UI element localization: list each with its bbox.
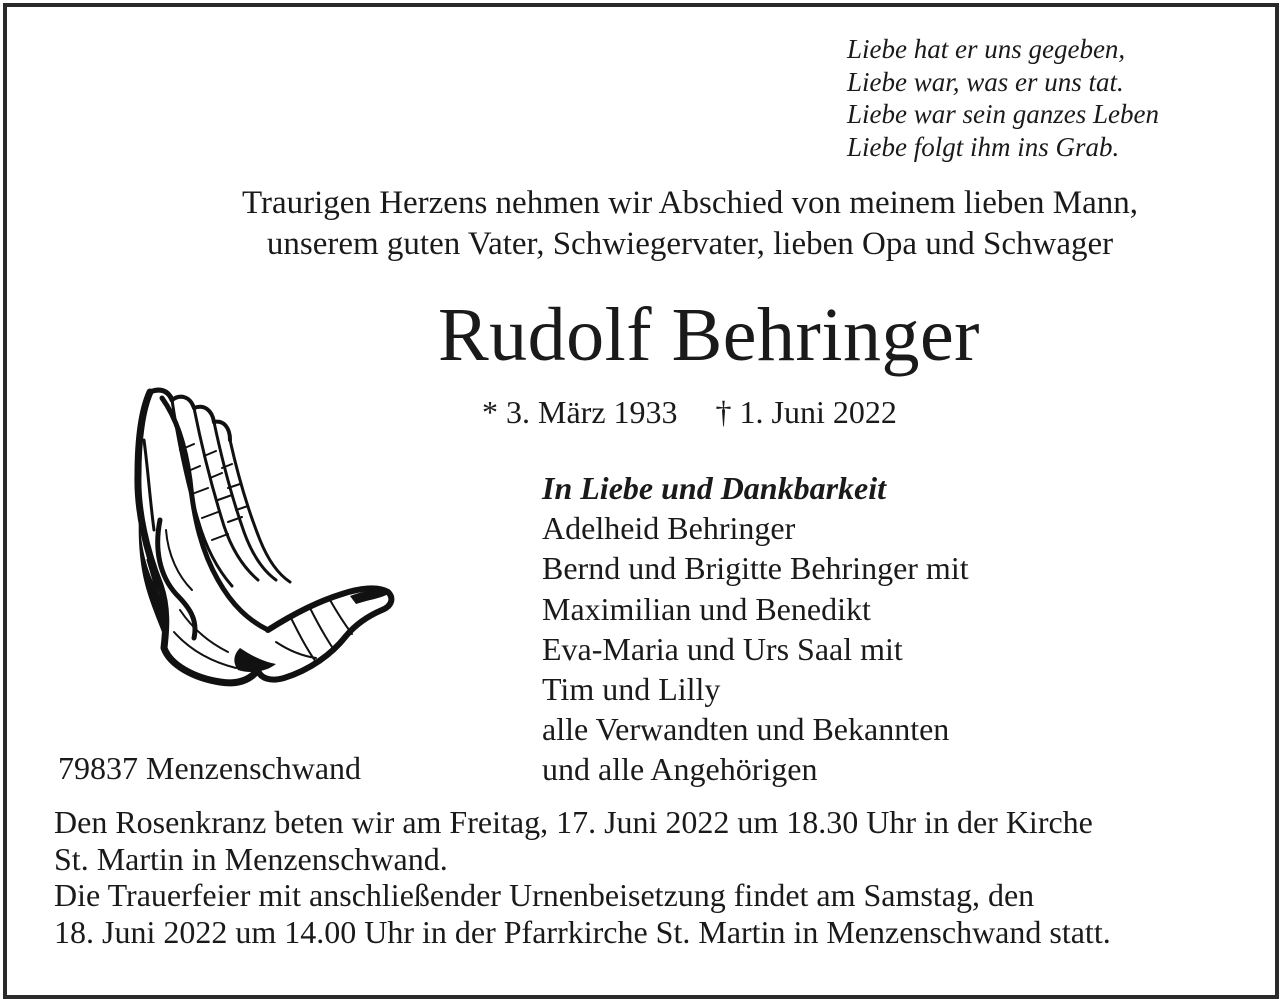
intro-line: Traurigen Herzens nehmen wir Abschied von meinem lieben Mann,: [242, 185, 1138, 221]
mourner-name: Bernd und Brigitte Behringer mit: [542, 550, 969, 587]
poem-line: Liebe hat er uns gegeben,: [847, 34, 1126, 64]
mourner-name: Eva-Maria und Urs Saal mit: [542, 630, 903, 667]
mourner-name: Adelheid Behringer: [542, 510, 796, 547]
notice-line: Den Rosenkranz beten wir am Freitag, 17. Juni 2022 um 18.30 Uhr in der Kirche: [54, 804, 1093, 840]
notice-line: St. Martin in Menzenschwand.: [54, 840, 448, 877]
praying-hands-icon: [120, 380, 405, 698]
mourners-lead: In Liebe und Dankbarkeit: [542, 470, 887, 506]
intro-line: unserem guten Vater, Schwiegervater, lieben Opa und Schwager: [266, 226, 1114, 262]
poem-line: Liebe war sein ganzes Leben: [847, 99, 1159, 129]
service-notice: [54, 804, 1111, 950]
birth-date: * 3. März 1933: [482, 394, 678, 430]
deceased-name: Rudolf Behringer: [437, 293, 980, 377]
poem-line: Liebe folgt ihm ins Grab.: [847, 131, 1120, 162]
mourners-list: [542, 468, 969, 790]
notice-line: 18. Juni 2022 um 14.00 Uhr in der Pfarrkirche St. Martin in Menzenschwand statt.: [54, 913, 1111, 950]
mourner-name: und alle Angehörigen: [542, 751, 818, 788]
poem: [847, 33, 1159, 163]
poem-line: Liebe war, was er uns tat.: [847, 66, 1124, 97]
death-date: † 1. Juni 2022: [715, 394, 897, 430]
location-town: 79837 Menzenschwand: [58, 750, 362, 786]
notice-line: Die Trauerfeier mit anschließender Urnenbeisetzung findet am Samstag, den: [54, 877, 1035, 913]
mourner-name: Tim und Lilly: [542, 671, 721, 708]
intro-text: [0, 183, 1280, 265]
life-dates: [482, 391, 897, 433]
mourner-name: alle Verwandten und Bekannten: [542, 711, 950, 748]
mourner-name: Maximilian und Benedikt: [542, 590, 871, 627]
